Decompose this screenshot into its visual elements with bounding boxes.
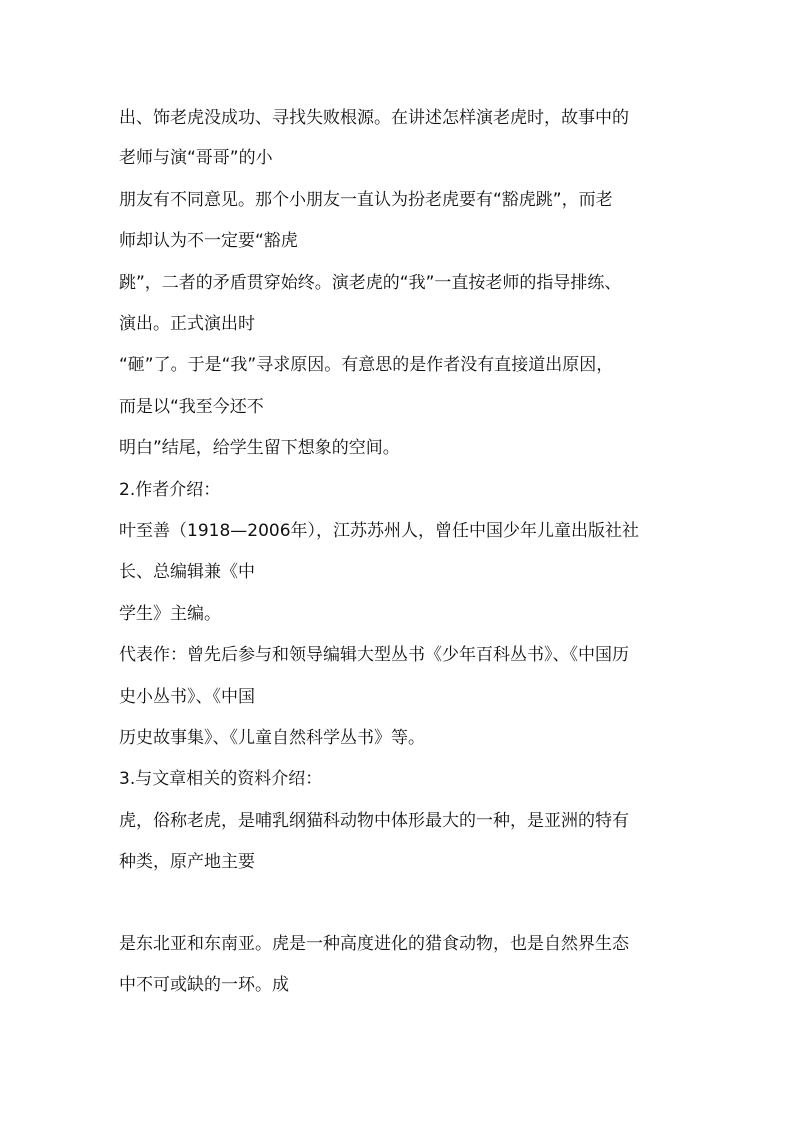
text-line: 朋友有不同意见。那个小朋友一直认为扮老虎要有“豁虎跳”，而老 [119,190,613,210]
text-line: 跳”，二者的矛盾贯穿始终。演老虎的“我”一直按老师的指导排练、 [119,273,622,293]
text-line: 师却认为不一定要“豁虎 [119,231,298,251]
text-line: 史小丛书》、《中国 [119,687,255,707]
text-line: 演出。正式演出时 [119,314,255,334]
text-line: 而是以“我至今还不 [119,397,264,417]
text-line: 老师与演“哥哥”的小 [119,148,273,168]
section-heading: 2.作者介绍： [119,480,221,500]
text-line: 学生》主编。 [119,604,221,624]
text-line: 种类，原产地主要 [119,852,255,872]
text-line: “砸”了。于是“我”寻求原因。有意思的是作者没有直接道出原因， [119,355,614,375]
text-line: 是东北亚和东南亚。虎是一种高度进化的猎食动物，也是自然界生态 [119,934,629,954]
section-heading: 3.与文章相关的资料介绍： [119,769,323,789]
text-line: 虎，俗称老虎，是哺乳纲猫科动物中体形最大的一种，是亚洲的特有 [119,811,629,831]
text-line: 明白”结尾，给学生留下想象的空间。 [119,438,400,458]
text-line: 长、总编辑兼《中 [119,562,255,582]
text-line: 中不可或缺的一环。成 [119,975,289,995]
text-line: 历史故事集》、《儿童自然科学丛书》等。 [119,728,425,748]
text-line: 叶至善（1918—2006年），江苏苏州人，曾任中国少年儿童出版社社 [119,521,640,541]
text-line: 代表作：曾先后参与和领导编辑大型丛书《少年百科丛书》、《中国历 [119,645,629,665]
text-line: 出、饰老虎没成功、寻找失败根源。在讲述怎样演老虎时，故事中的 [119,108,629,128]
